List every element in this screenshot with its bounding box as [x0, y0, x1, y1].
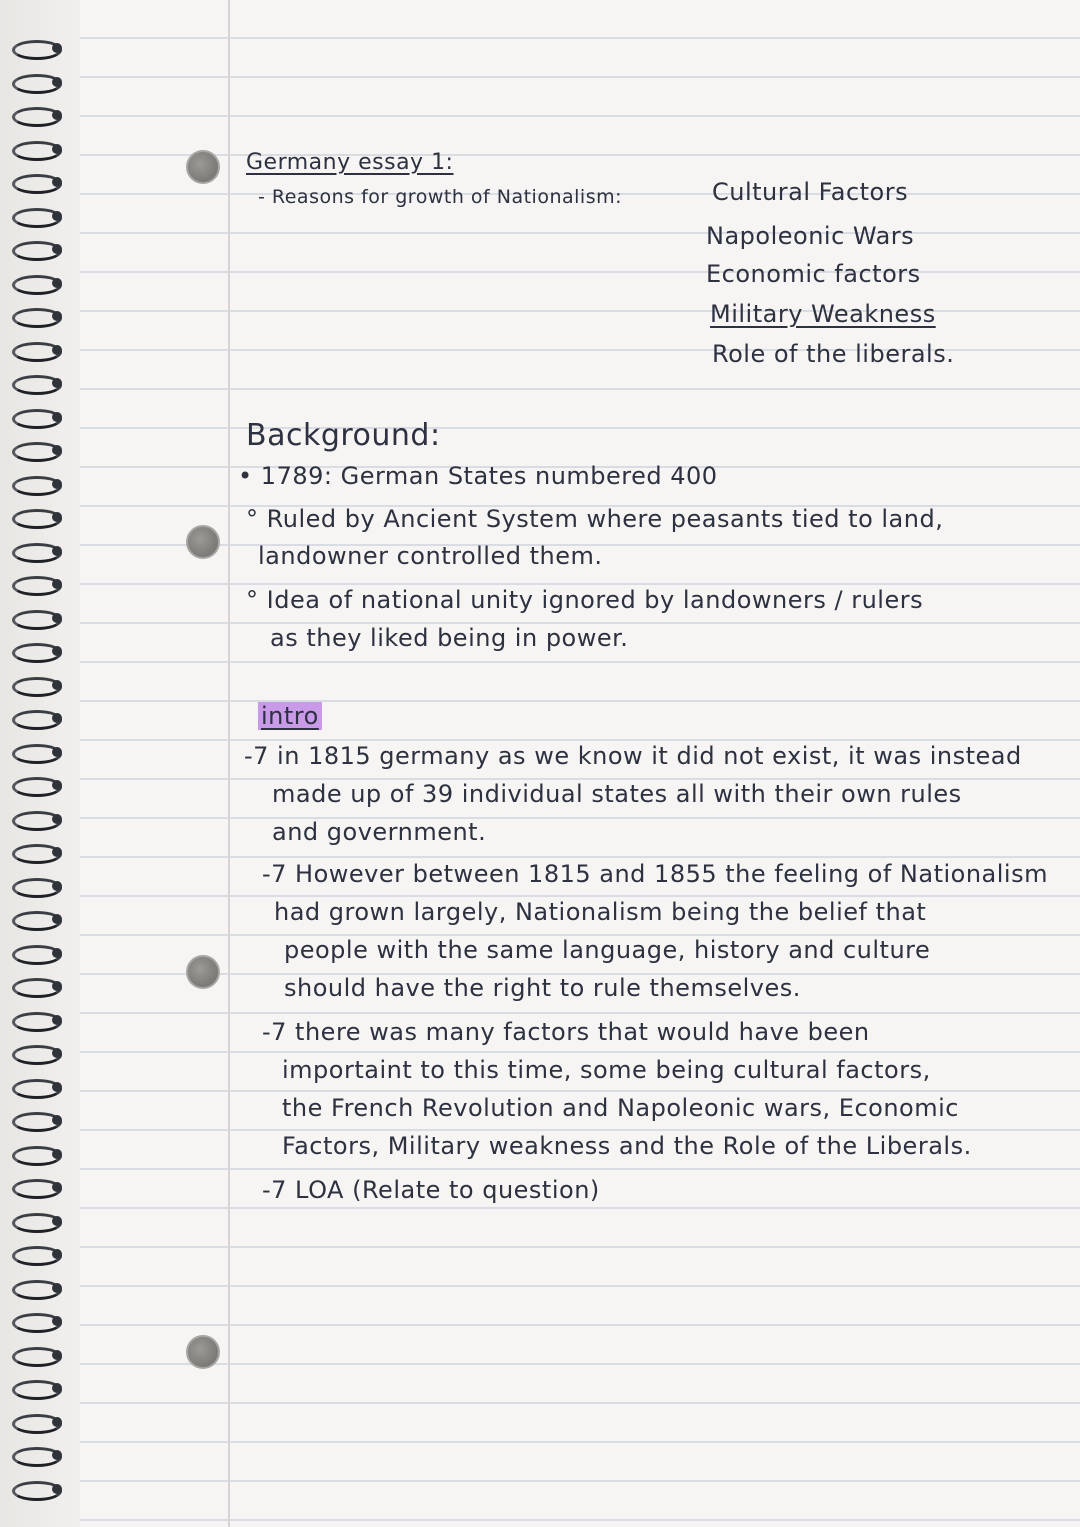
spiral-coil-icon — [8, 742, 64, 762]
spiral-coil-icon — [8, 1244, 64, 1264]
spiral-binding — [0, 0, 80, 1527]
spiral-coil-icon — [8, 574, 64, 594]
punch-hole-icon — [186, 150, 220, 184]
background-bullet: ° Ruled by Ancient System where peasants tied to land, — [246, 505, 944, 533]
spiral-coil-icon — [8, 172, 64, 192]
spiral-coil-icon — [8, 206, 64, 226]
background-bullet-cont: landowner controlled them. — [258, 542, 603, 570]
punch-hole-icon — [186, 525, 220, 559]
spiral-coil-icon — [8, 1345, 64, 1365]
spiral-coil-icon — [8, 1278, 64, 1298]
reason-item: Economic factors — [706, 260, 921, 288]
intro-line: -7 there was many factors that would have been — [262, 1018, 870, 1046]
intro-line: should have the right to rule themselves. — [284, 974, 801, 1002]
spiral-coil-icon — [8, 72, 64, 92]
spiral-coil-icon — [8, 976, 64, 996]
spiral-coil-icon — [8, 474, 64, 494]
spiral-coil-icon — [8, 1479, 64, 1499]
spiral-coil-icon — [8, 675, 64, 695]
intro-line: and government. — [272, 818, 487, 846]
punch-hole-icon — [186, 1335, 220, 1369]
intro-line: had grown largely, Nationalism being the belief that — [274, 898, 927, 926]
spiral-coil-icon — [8, 1144, 64, 1164]
intro-line: -7 LOA (Relate to question) — [262, 1176, 600, 1204]
spiral-coil-icon — [8, 809, 64, 829]
spiral-coil-icon — [8, 1211, 64, 1231]
spiral-coil-icon — [8, 708, 64, 728]
spiral-coil-icon — [8, 1177, 64, 1197]
spiral-coil-icon — [8, 373, 64, 393]
spiral-coil-icon — [8, 340, 64, 360]
spiral-coil-icon — [8, 1110, 64, 1130]
spiral-coil-icon — [8, 842, 64, 862]
spiral-coil-icon — [8, 541, 64, 561]
spiral-coil-icon — [8, 239, 64, 259]
spiral-coil-icon — [8, 641, 64, 661]
intro-line: made up of 39 individual states all with their own rules — [272, 780, 962, 808]
background-bullet-cont: as they liked being in power. — [270, 624, 629, 652]
spiral-coil-icon — [8, 1378, 64, 1398]
spiral-coil-icon — [8, 1412, 64, 1432]
spiral-coil-icon — [8, 105, 64, 125]
reason-item: Military Weakness — [710, 300, 936, 328]
reasons-label: - Reasons for growth of Nationalism: — [258, 186, 623, 208]
reason-item: Cultural Factors — [712, 178, 909, 206]
spiral-coil-icon — [8, 273, 64, 293]
page-title: Germany essay 1: — [246, 150, 454, 175]
spiral-coil-icon — [8, 507, 64, 527]
intro-line: Factors, Military weakness and the Role of the Liberals. — [282, 1132, 972, 1160]
background-bullet: • 1789: German States numbered 400 — [238, 462, 718, 490]
intro-label: intro — [258, 702, 322, 730]
intro-line: the French Revolution and Napoleonic wars, Economic — [282, 1094, 959, 1122]
intro-line: -7 However between 1815 and 1855 the feeling of Nationalism — [262, 860, 1048, 888]
spiral-coil-icon — [8, 608, 64, 628]
punch-hole-icon — [186, 955, 220, 989]
intro-line: -7 in 1815 germany as we know it did not exist, it was instead — [244, 742, 1022, 770]
spiral-coil-icon — [8, 876, 64, 896]
spiral-coil-icon — [8, 1043, 64, 1063]
spiral-coil-icon — [8, 909, 64, 929]
spiral-coil-icon — [8, 775, 64, 795]
reason-item: Napoleonic Wars — [706, 222, 915, 250]
spiral-coil-icon — [8, 1077, 64, 1097]
spiral-coil-icon — [8, 38, 64, 58]
intro-line: people with the same language, history and culture — [284, 936, 931, 964]
spiral-coil-icon — [8, 1010, 64, 1030]
spiral-coil-icon — [8, 943, 64, 963]
intro-line: importaint to this time, some being cultural factors, — [282, 1056, 931, 1084]
margin-line — [228, 0, 230, 1527]
spiral-coil-icon — [8, 139, 64, 159]
background-bullet: ° Idea of national unity ignored by landowners / rulers — [246, 586, 924, 614]
spiral-coil-icon — [8, 306, 64, 326]
reason-item: Role of the liberals. — [712, 340, 955, 368]
spiral-coil-icon — [8, 440, 64, 460]
spiral-coil-icon — [8, 1445, 64, 1465]
spiral-coil-icon — [8, 1311, 64, 1331]
background-heading: Background: — [246, 418, 441, 453]
spiral-coil-icon — [8, 407, 64, 427]
